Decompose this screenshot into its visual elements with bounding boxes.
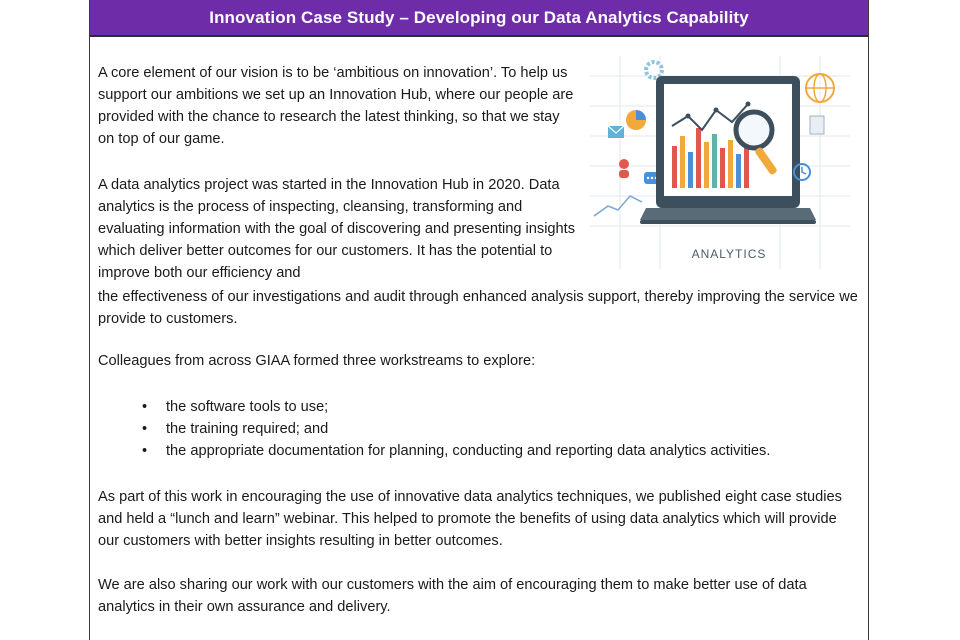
workstream-list xyxy=(98,396,868,462)
laptop-base xyxy=(640,208,816,220)
list-item xyxy=(98,396,868,418)
paragraph-workstreams: Colleagues from across GIAA formed three workstreams to explore: xyxy=(98,353,536,369)
list-item-text: the software tools to use; xyxy=(166,399,329,415)
user-icon xyxy=(619,159,629,169)
illustration-caption: ANALYTICS xyxy=(691,247,767,261)
list-item-text: the appropriate documentation for planning, conducting and reporting data analytics activities. xyxy=(166,443,771,459)
list-item xyxy=(98,440,868,462)
list-item xyxy=(98,418,868,440)
list-item-text: the training required; and xyxy=(166,421,329,437)
trend-line xyxy=(594,196,642,216)
document-icon xyxy=(810,116,824,134)
header-bar xyxy=(90,0,868,37)
bullet-icon: • xyxy=(142,443,148,459)
page-title: Innovation Case Study – Developing our Data Analytics Capability xyxy=(209,7,749,27)
bullet-icon: • xyxy=(142,399,148,415)
bullet-icon: • xyxy=(142,421,148,437)
case-study-panel xyxy=(89,0,869,640)
paragraph-project-continued: the effectiveness of our investigations and audit through enhanced analysis support, thereby improving the service we provide to customers. xyxy=(98,289,858,327)
paragraph-project-intro: A data analytics project was started in the Innovation Hub in 2020. Data analytics is the process of inspecting, cleansing, transforming and evaluating information with the goal of discovering and presenting insights which deliver better outcomes for our customers. It has the potential to improve both our efficiency and xyxy=(98,177,576,281)
paragraph-vision: A core element of our vision is to be ‘ambitious on innovation’. To help us support our ambitions we set up an Innovation Hub, where our people are provided with the chance to research the latest thinking, so that we stay on top of our game. xyxy=(98,65,574,147)
paragraph-sharing: We are also sharing our work with our customers with the aim of encouraging them to make better use of data analytics in their own assurance and delivery. xyxy=(98,577,807,615)
paragraph-case-studies: As part of this work in encouraging the use of innovative data analytics techniques, we published eight case studies and held a “lunch and learn” webinar. This helped to promote the benefits of using data analytics which will provide our customers with better insights resulting in better outcomes. xyxy=(98,489,842,549)
analytics-laptop-illustration xyxy=(590,56,850,270)
